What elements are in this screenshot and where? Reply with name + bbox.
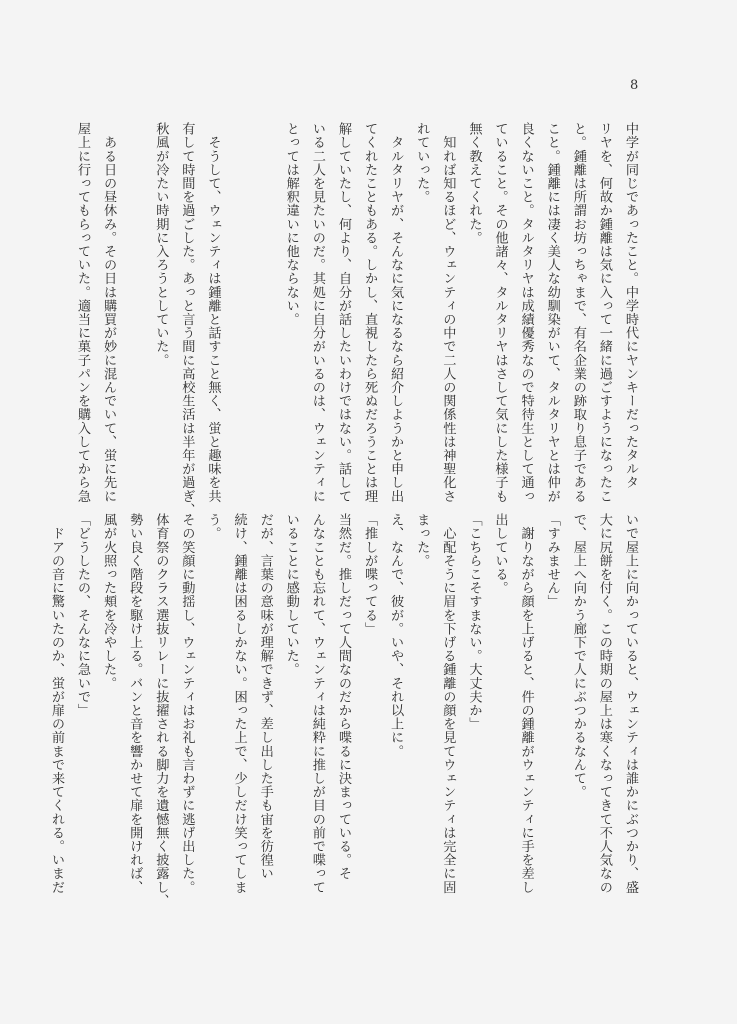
text-line: いる二人を見たいのだ。其処に自分がいるのは、ウェンティに: [309, 122, 325, 503]
text-line: いで屋上に向かっていると、ウェンティは誰かにぶつかり、盛: [623, 513, 638, 894]
text-line: こと。鍾離には凄く美人な幼馴染がいて、タルタリヤとは仲が: [544, 122, 560, 503]
text-line: 「どうしたの、そんなに急いで」: [75, 513, 91, 717]
text-line: 「推しが喋ってる」: [362, 513, 378, 636]
text-line: 出している。: [492, 513, 508, 595]
text-block-bottom: [43, 513, 643, 943]
text-line: ある日の昼休み。その日は購買が妙に混んでいて、蛍に先に: [101, 122, 117, 503]
text-line: 中学が同じであったこと。中学時代にヤンキーだったタルタ: [623, 122, 638, 490]
text-line: 解していたし、何より、自分が話したいわけではない。話して: [335, 122, 351, 503]
text-line: 秋風が冷たい時期に入ろうとしていた。: [153, 122, 169, 367]
text-line: とっては解釈違いに他ならない。: [283, 122, 299, 326]
text-line: そうして、ウェンティは鍾離と話すこと無く、蛍と趣味を共: [205, 122, 221, 503]
text-line: 風が火照った頬を冷やした。: [101, 513, 117, 690]
text-line: 大に尻餅を付く。この時期の屋上は寒くなってきて不人気なの: [596, 513, 612, 894]
text-line: いることに感動していた。: [283, 513, 299, 677]
text-line: れていった。: [414, 122, 430, 204]
text-line: まった。: [414, 513, 430, 568]
text-line: んなことも忘れて、ウェンティは純粋に推しが目の前で喋って: [309, 513, 325, 894]
text-line: ドアの音に驚いたのか、蛍が扉の前まで来てくれる。いまだ: [48, 513, 64, 894]
text-line: 体育祭のクラス選抜リレーに抜擢される脚力を遺憾無く披露し、: [153, 513, 169, 908]
page-number: 8: [630, 78, 639, 93]
text-line: 勢い良く階段を駆け上る。バンと音を響かせて扉を開ければ、: [127, 513, 143, 894]
text-line: てくれたこともある。しかし、直視したら死ぬだろうことは理: [362, 122, 378, 503]
text-line: 当然だ。推しだって人間なのだから喋るに決まっている。そ: [335, 513, 351, 881]
text-block-top: [69, 122, 643, 517]
text-line: 続け、鍾離は困るしかない。困った上で、少しだけ笑ってしま: [231, 513, 247, 894]
text-line: リヤを、何故か鍾離は気に入って一緒に過ごすようになったこ: [596, 122, 612, 503]
text-line: 屋上に行ってもらっていた。適当に菓子パンを購入してから急: [75, 122, 91, 503]
text-line: 心配そうに眉を下げる鍾離の顔を見てウェンティは完全に固: [440, 513, 456, 894]
text-line: 知れば知るほど、ウェンティの中で二人の関係性は神聖化さ: [440, 122, 456, 503]
text-line: その笑顔に動揺し、ウェンティはお礼も言わずに逃げ出した。: [179, 513, 195, 894]
blank-line: [226, 122, 252, 492]
text-line: 無く教えてくれた。: [466, 122, 482, 245]
text-line: 良くないこと。タルタリヤは成績優秀なので特待生として通っ: [518, 122, 534, 503]
text-line: で、屋上へ向かう廊下で人にぶつかるなんて。: [570, 513, 586, 799]
text-line: タルタリヤが、そんなに気になるなら紹介しようかと申し出: [388, 122, 404, 503]
text-line: と。鍾離は所謂お坊っちゃまで、有名企業の跡取り息子である: [570, 122, 586, 503]
blank-line: [121, 122, 147, 492]
text-line: 「すみません」: [544, 513, 560, 609]
text-line: う。: [205, 513, 221, 541]
text-line: 謝りながら顔を上げると、件の鍾離がウェンティに手を差し: [518, 513, 534, 894]
text-line: ていること。その他諸々、タルタリヤはさして気にした様子も: [492, 122, 508, 503]
text-line: だが、言葉の意味が理解できず、差し出した手も宙を彷徨い: [257, 513, 273, 881]
text-line: 有して時間を過ごした。あっと言う間に高校生活は半年が過ぎ、: [179, 122, 195, 517]
blank-line: [252, 122, 278, 492]
text-line: え、なんで、彼が。いや、それ以上に。: [388, 513, 404, 758]
text-line: 「こちらこそすまない。大丈夫か」: [466, 513, 482, 731]
